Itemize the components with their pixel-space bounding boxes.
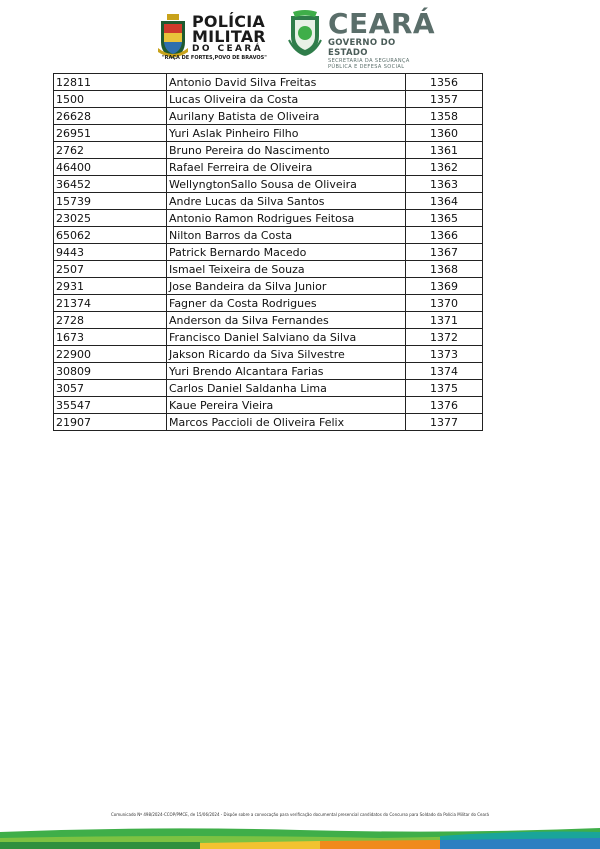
candidate-id-cell: 35547 xyxy=(54,397,167,414)
table-row xyxy=(54,193,483,210)
candidate-name-cell: Andre Lucas da Silva Santos xyxy=(167,193,406,210)
candidate-id-cell: 36452 xyxy=(54,176,167,193)
candidate-id-cell: 46400 xyxy=(54,159,167,176)
candidate-name-cell: Aurilany Batista de Oliveira xyxy=(167,108,406,125)
table-row xyxy=(54,312,483,329)
table-row xyxy=(54,414,483,431)
page-header xyxy=(0,7,600,70)
ceara-coat-of-arms-logo xyxy=(287,10,323,56)
candidate-order-cell: 1377 xyxy=(406,414,483,431)
candidate-order-cell: 1373 xyxy=(406,346,483,363)
candidate-name-cell: Antonio Ramon Rodrigues Feitosa xyxy=(167,210,406,227)
table-row xyxy=(54,142,483,159)
candidate-id-cell: 26951 xyxy=(54,125,167,142)
candidate-id-cell: 2728 xyxy=(54,312,167,329)
candidate-id-cell: 2931 xyxy=(54,278,167,295)
candidate-name-cell: Marcos Paccioli de Oliveira Felix xyxy=(167,414,406,431)
candidate-name-cell: Jakson Ricardo da Siva Silvestre xyxy=(167,346,406,363)
pm-title-block xyxy=(162,12,270,62)
table-row xyxy=(54,125,483,142)
pm-title-line1: POLÍCIA xyxy=(192,12,265,31)
table-row xyxy=(54,363,483,380)
candidate-order-cell: 1369 xyxy=(406,278,483,295)
pm-title-line3: DO CEARÁ xyxy=(192,44,264,54)
pm-shield-logo xyxy=(158,14,188,60)
candidate-id-cell: 15739 xyxy=(54,193,167,210)
ceara-secretariat-line1: SECRETARIA DA SEGURANÇA xyxy=(328,58,410,64)
candidate-name-cell: Bruno Pereira do Nascimento xyxy=(167,142,406,159)
candidate-name-cell: Antonio David Silva Freitas xyxy=(167,74,406,91)
candidate-order-cell: 1367 xyxy=(406,244,483,261)
table-row xyxy=(54,74,483,91)
candidate-id-cell: 22900 xyxy=(54,346,167,363)
candidate-order-cell: 1357 xyxy=(406,91,483,108)
candidate-name-cell: Anderson da Silva Fernandes xyxy=(167,312,406,329)
ceara-title-block xyxy=(328,7,438,70)
table-row xyxy=(54,380,483,397)
ceara-name: CEARÁ xyxy=(328,7,436,40)
candidate-order-cell: 1360 xyxy=(406,125,483,142)
candidate-id-cell: 2507 xyxy=(54,261,167,278)
candidate-id-cell: 21907 xyxy=(54,414,167,431)
table-row xyxy=(54,261,483,278)
candidate-order-cell: 1368 xyxy=(406,261,483,278)
candidate-name-cell: Ismael Teixeira de Souza xyxy=(167,261,406,278)
candidate-id-cell: 23025 xyxy=(54,210,167,227)
candidate-order-cell: 1362 xyxy=(406,159,483,176)
candidate-name-cell: Yuri Brendo Alcantara Farias xyxy=(167,363,406,380)
candidate-order-cell: 1370 xyxy=(406,295,483,312)
candidate-name-cell: Rafael Ferreira de Oliveira xyxy=(167,159,406,176)
table-row xyxy=(54,397,483,414)
footer-color-bar xyxy=(0,820,600,849)
candidate-id-cell: 30809 xyxy=(54,363,167,380)
table-row xyxy=(54,295,483,312)
candidate-id-cell: 26628 xyxy=(54,108,167,125)
candidate-id-cell: 1500 xyxy=(54,91,167,108)
table-row xyxy=(54,244,483,261)
table-row xyxy=(54,210,483,227)
candidate-order-cell: 1356 xyxy=(406,74,483,91)
candidate-name-cell: Kaue Pereira Vieira xyxy=(167,397,406,414)
candidate-order-cell: 1366 xyxy=(406,227,483,244)
candidate-order-cell: 1358 xyxy=(406,108,483,125)
candidate-name-cell: Fagner da Costa Rodrigues xyxy=(167,295,406,312)
candidate-order-cell: 1371 xyxy=(406,312,483,329)
table-row xyxy=(54,108,483,125)
table-row xyxy=(54,227,483,244)
candidate-name-cell: Lucas Oliveira da Costa xyxy=(167,91,406,108)
candidate-order-cell: 1376 xyxy=(406,397,483,414)
candidate-table xyxy=(53,73,483,431)
candidate-name-cell: WellyngtonSallo Sousa de Oliveira xyxy=(167,176,406,193)
candidate-order-cell: 1372 xyxy=(406,329,483,346)
table-row xyxy=(54,346,483,363)
candidate-id-cell: 21374 xyxy=(54,295,167,312)
table-row xyxy=(54,159,483,176)
candidate-name-cell: Jose Bandeira da Silva Junior xyxy=(167,278,406,295)
candidate-table-body xyxy=(54,74,483,431)
candidate-name-cell: Nilton Barros da Costa xyxy=(167,227,406,244)
candidate-order-cell: 1365 xyxy=(406,210,483,227)
candidate-order-cell: 1364 xyxy=(406,193,483,210)
table-row xyxy=(54,176,483,193)
candidate-id-cell: 12811 xyxy=(54,74,167,91)
candidate-order-cell: 1363 xyxy=(406,176,483,193)
candidate-name-cell: Carlos Daniel Saldanha Lima xyxy=(167,380,406,397)
candidate-id-cell: 3057 xyxy=(54,380,167,397)
table-row xyxy=(54,91,483,108)
table-row xyxy=(54,278,483,295)
candidate-id-cell: 2762 xyxy=(54,142,167,159)
candidate-order-cell: 1361 xyxy=(406,142,483,159)
candidate-id-cell: 9443 xyxy=(54,244,167,261)
candidate-id-cell: 1673 xyxy=(54,329,167,346)
candidate-name-cell: Francisco Daniel Salviano da Silva xyxy=(167,329,406,346)
ceara-secretariat-line2: PÚBLICA E DEFESA SOCIAL xyxy=(328,64,405,70)
table-row xyxy=(54,329,483,346)
candidate-name-cell: Patrick Bernardo Macedo xyxy=(167,244,406,261)
candidate-id-cell: 65062 xyxy=(54,227,167,244)
candidate-order-cell: 1375 xyxy=(406,380,483,397)
candidate-order-cell: 1374 xyxy=(406,363,483,380)
ceara-government: GOVERNO DO ESTADO xyxy=(328,38,396,58)
footer-note: Comunicado Nº 498/2024-CCOP/PMCE, de 15/06/2024 - Dispõe sobre a convocação para verificação documental presencial candidatos do Concurso para Soldado da Polícia Militar do Ceará xyxy=(110,812,489,817)
pm-slogan: "RAÇA DE FORTES,POVO DE BRAVOS" xyxy=(162,55,267,61)
candidate-name-cell: Yuri Aslak Pinheiro Filho xyxy=(167,125,406,142)
pm-title-line2: MILITAR xyxy=(192,27,266,46)
